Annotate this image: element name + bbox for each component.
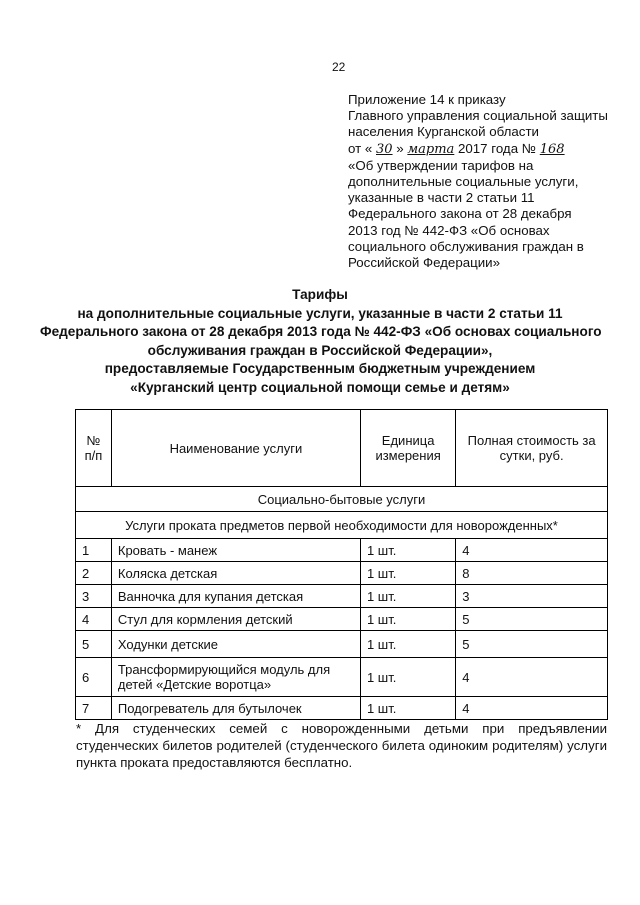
appendix-line: Российской Федерации» [348,255,500,271]
appendix-line: указанные в части 2 статьи 11 [348,190,535,206]
section-title: Социально-бытовые услуги [76,487,608,512]
row-num: 3 [76,585,112,608]
row-cost: 5 [456,631,608,658]
title-line: Федерального закона от 28 декабря 2013 года № 442-ФЗ «Об основах социального [40,324,602,339]
row-unit: 1 шт. [360,539,455,562]
title-line: Тарифы [292,287,348,302]
date-separator: » [396,140,404,156]
year-text: 2017 года № [458,140,537,156]
appendix-line: «Об утверждении тарифов на [348,157,534,173]
title-line: предоставляемые Государственным бюджетным учреждением [104,361,536,376]
appendix-line: населения Курганской области [348,124,539,140]
table-row [76,608,608,631]
subsection-title: Услуги проката предметов первой необходимости для новорожденных* [76,512,608,539]
document-title [40,286,600,397]
section-row [76,487,608,512]
handwritten-day: 30 [376,141,393,157]
row-cost: 5 [456,608,608,631]
row-name: Ходунки детские [111,631,360,658]
table-header-row [76,410,608,487]
row-unit: 1 шт. [360,562,455,585]
row-cost: 8 [456,562,608,585]
table-row [76,585,608,608]
tariffs-table [75,409,608,720]
row-cost: 4 [456,658,608,697]
row-cost: 4 [456,697,608,720]
title-line: обслуживания граждан в Российской Федерации», [147,342,493,358]
row-name: Кровать - манеж [111,539,360,562]
footnote [76,720,607,771]
row-num: 6 [76,658,112,697]
appendix-date-line [348,141,618,158]
appendix-line: Федерального закона от 28 декабря [348,206,572,222]
table-row [76,562,608,585]
header-name: Наименование услуги [111,410,360,487]
row-unit: 1 шт. [360,608,455,631]
row-unit: 1 шт. [360,697,455,720]
handwritten-order-number: 168 [539,141,565,157]
table-row [76,697,608,720]
header-unit: Единица измерения [360,410,455,487]
row-name: Стул для кормления детский [111,608,360,631]
row-num: 1 [76,539,112,562]
date-prefix: от « [348,140,373,156]
appendix-line: 2013 год № 442-ФЗ «Об основах [348,222,550,238]
row-unit: 1 шт. [360,631,455,658]
table-row [76,658,608,697]
subsection-row [76,512,608,539]
row-name: Ванночка для купания детская [111,585,360,608]
row-num: 4 [76,608,112,631]
row-unit: 1 шт. [360,658,455,697]
appendix-line: дополнительные социальные услуги, [348,174,579,190]
header-cost: Полная стоимость за сутки, руб. [456,410,608,487]
footnote-line: * Для студенческих семей с новорожденными детьми при предъявлении [76,721,607,736]
row-unit: 1 шт. [360,585,455,608]
title-line: на дополнительные социальные услуги, указанные в части 2 статьи 11 [77,305,563,321]
appendix-line: Главного управления социальной защиты [348,108,608,124]
appendix-block [348,92,618,271]
row-num: 5 [76,631,112,658]
row-name: Коляска детская [111,562,360,585]
appendix-line: социального обслуживания граждан в [348,238,584,254]
handwritten-month: марта [407,141,455,157]
appendix-line: Приложение 14 к приказу [348,92,506,107]
header-num: № п/п [76,410,112,487]
row-cost: 4 [456,539,608,562]
title-line: «Курганский центр социальной помощи семье и детям» [130,379,510,395]
row-name: Подогреватель для бутылочек [111,697,360,720]
page-number: 22 [332,60,346,74]
row-cost: 3 [456,585,608,608]
table-row [76,539,608,562]
row-num: 2 [76,562,112,585]
table-row [76,631,608,658]
footnote-line: пункта проката предоставляются бесплатно. [76,755,353,770]
footnote-line: студенческих билетов родителей (студенческого билета одиноким родителям) услуги [76,738,607,753]
row-num: 7 [76,697,112,720]
row-name: Трансформирующийся модуль для детей «Детские воротца» [111,658,360,697]
